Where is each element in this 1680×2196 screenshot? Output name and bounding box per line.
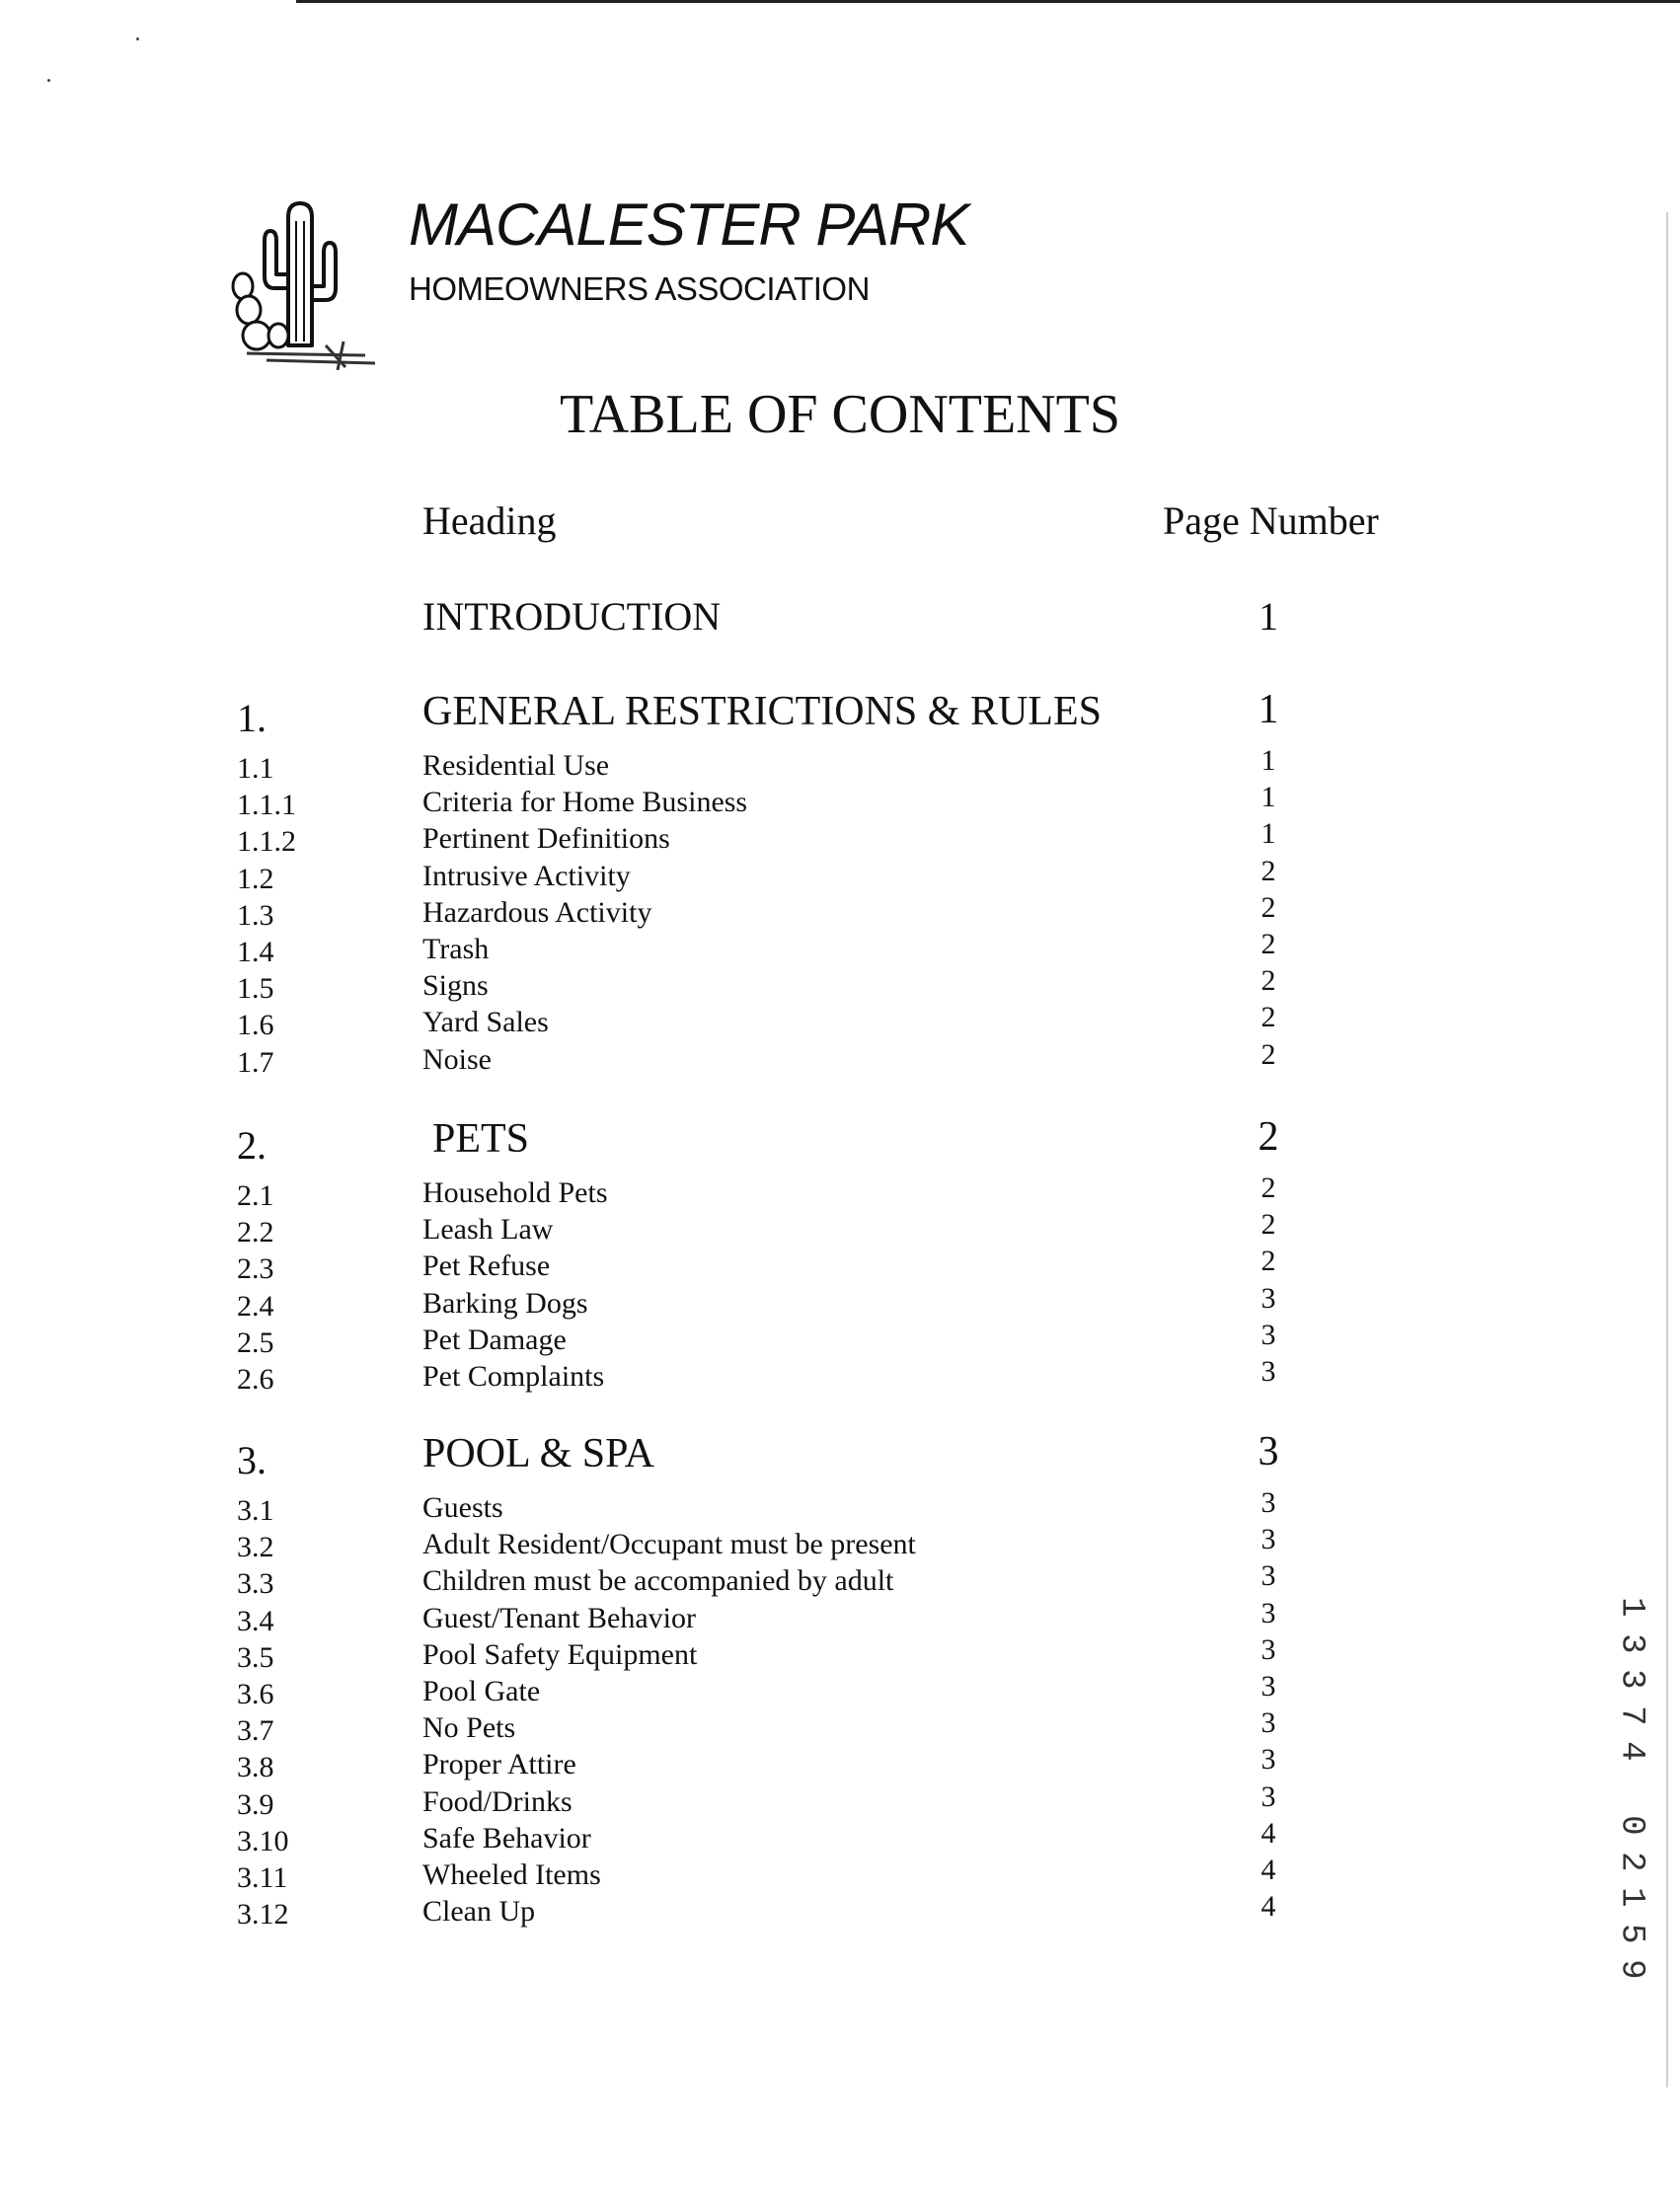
toc-entry bbox=[0, 1855, 1382, 1892]
entry-title: Adult Resident/Occupant must be present bbox=[422, 1528, 916, 1561]
entry-number: 3.7 bbox=[237, 1714, 274, 1748]
entry-page: 3 bbox=[1260, 1281, 1276, 1315]
stamp-character: 2 bbox=[1612, 1851, 1650, 1872]
toc-entry bbox=[0, 1782, 1382, 1819]
entry-title: Pertinent Definitions bbox=[422, 822, 670, 856]
entry-number: 1.1.1 bbox=[237, 789, 296, 822]
section-number: 3. bbox=[237, 1438, 267, 1482]
entry-title: Noise bbox=[422, 1042, 492, 1076]
entry-number: 2.5 bbox=[237, 1325, 274, 1359]
entry-title: Wheeled Items bbox=[422, 1857, 601, 1891]
introduction-entry bbox=[0, 594, 1382, 646]
entry-title: Leash Law bbox=[422, 1213, 554, 1247]
toc-entry bbox=[0, 854, 1382, 895]
section-heading-row bbox=[0, 687, 1382, 746]
entry-page: 3 bbox=[1260, 1706, 1276, 1740]
entry-page: 2 bbox=[1260, 1172, 1276, 1204]
toc-section bbox=[0, 1114, 1382, 1396]
section-title: PETS bbox=[432, 1116, 530, 1162]
entry-number: 1.2 bbox=[237, 862, 274, 895]
entry-title: Criteria for Home Business bbox=[422, 786, 748, 819]
entry-title: Pool Safety Equipment bbox=[422, 1637, 698, 1671]
entry-title: Pet Complaints bbox=[422, 1359, 605, 1393]
stamp-character: 9 bbox=[1612, 1959, 1650, 1980]
toc-entry bbox=[0, 1892, 1382, 1929]
entry-page: 3 bbox=[1260, 1486, 1276, 1519]
entry-page: 2 bbox=[1260, 854, 1276, 887]
stamp-character: 5 bbox=[1612, 1923, 1650, 1944]
entry-page: 3 bbox=[1260, 1780, 1276, 1813]
entry-number: 2.2 bbox=[237, 1216, 274, 1249]
toc-section bbox=[0, 1429, 1382, 1931]
stamp-character: 0 bbox=[1612, 1815, 1650, 1836]
entry-title: Intrusive Activity bbox=[422, 859, 631, 892]
entry-page: 1 bbox=[1260, 744, 1276, 777]
entry-title: Pet Damage bbox=[422, 1323, 567, 1356]
toc-entry bbox=[0, 817, 1382, 859]
scan-right-edge bbox=[1666, 212, 1668, 2087]
toc-entry bbox=[0, 746, 1382, 783]
entry-number: 3.3 bbox=[237, 1567, 274, 1601]
section-number: 2. bbox=[237, 1123, 267, 1168]
entry-title: Safe Behavior bbox=[422, 1821, 591, 1855]
stamp-character: 1 bbox=[1612, 1887, 1650, 1908]
entry-number: 2.3 bbox=[237, 1252, 274, 1286]
entry-title: Guest/Tenant Behavior bbox=[422, 1601, 696, 1634]
toc-entry bbox=[0, 781, 1382, 822]
entry-number: 1.6 bbox=[237, 1009, 274, 1042]
entry-page: 2 bbox=[1260, 890, 1276, 924]
entry-page: 2 bbox=[1260, 964, 1276, 998]
entry-number: 1.7 bbox=[237, 1045, 274, 1079]
section-title: GENERAL RESTRICTIONS & RULES bbox=[422, 689, 1102, 734]
entry-page: 3 bbox=[1260, 1632, 1276, 1666]
scan-top-edge bbox=[296, 0, 1680, 3]
cactus-logo-icon bbox=[227, 197, 375, 370]
page-number-column-header: Page Number bbox=[1163, 498, 1379, 543]
entry-title: Trash bbox=[422, 932, 490, 965]
entry-title: Residential Use bbox=[422, 749, 610, 782]
section-page: 1 bbox=[1258, 687, 1279, 732]
toc-entry bbox=[0, 1816, 1382, 1857]
entry-number: 2.6 bbox=[237, 1362, 274, 1396]
toc-entry bbox=[0, 1669, 1382, 1710]
entry-number: 3.11 bbox=[237, 1860, 288, 1894]
organization-name: MACALESTER PARK bbox=[409, 191, 969, 258]
entry-title: Pool Gate bbox=[422, 1674, 541, 1707]
entry-number: 3.12 bbox=[237, 1898, 289, 1931]
entry-page: 4 bbox=[1260, 1853, 1276, 1886]
stamp-character: 3 bbox=[1612, 1669, 1650, 1690]
organization-subtitle: HOMEOWNERS ASSOCIATION bbox=[409, 270, 870, 307]
entry-number: 3.2 bbox=[237, 1531, 274, 1564]
section-title: POOL & SPA bbox=[422, 1431, 654, 1477]
toc-entry bbox=[0, 1245, 1382, 1286]
entry-page: 3 bbox=[1260, 1559, 1276, 1593]
entry-page: 4 bbox=[1260, 1890, 1276, 1924]
toc-entry bbox=[0, 1318, 1382, 1359]
entry-number: 1.3 bbox=[237, 898, 274, 932]
entry-title: No Pets bbox=[422, 1711, 516, 1745]
entry-title: Clean Up bbox=[422, 1895, 536, 1929]
page-title: TABLE OF CONTENTS bbox=[560, 384, 1120, 445]
entry-title: Hazardous Activity bbox=[422, 895, 652, 929]
entry-number: 1.4 bbox=[237, 935, 274, 968]
entry-title: Household Pets bbox=[422, 1176, 608, 1209]
entry-number: 3.6 bbox=[237, 1677, 274, 1710]
section-page: 2 bbox=[1258, 1114, 1279, 1160]
toc-section bbox=[0, 687, 1382, 1079]
entry-number: 1.5 bbox=[237, 972, 274, 1006]
entry-page: 3 bbox=[1260, 1743, 1276, 1777]
entry-title: Guests bbox=[422, 1491, 503, 1524]
toc-entry bbox=[0, 1354, 1382, 1396]
entry-title: Barking Dogs bbox=[422, 1286, 588, 1320]
entry-page: 2 bbox=[1260, 927, 1276, 960]
section-page: 3 bbox=[1258, 1429, 1279, 1475]
entry-title: Proper Attire bbox=[422, 1748, 576, 1781]
stamp-character: 1 bbox=[1612, 1597, 1650, 1618]
section-heading-row bbox=[0, 1429, 1382, 1488]
entry-page: 4 bbox=[1260, 1816, 1276, 1850]
toc-entry bbox=[0, 1281, 1382, 1323]
entry-title: Pet Refuse bbox=[422, 1249, 551, 1283]
toc-entry bbox=[0, 1559, 1382, 1601]
entry-number: 1.1 bbox=[237, 752, 274, 785]
heading-column-header: Heading bbox=[422, 498, 557, 543]
entry-number: 3.4 bbox=[237, 1604, 274, 1637]
entry-title: Children must be accompanied by adult bbox=[422, 1564, 894, 1598]
entry-page: 1 bbox=[1260, 817, 1276, 851]
section-heading-row bbox=[0, 1114, 1382, 1174]
entry-title: Food/Drinks bbox=[422, 1784, 573, 1818]
introduction-page: 1 bbox=[1259, 594, 1278, 639]
entry-page: 3 bbox=[1260, 1523, 1276, 1556]
entry-page: 2 bbox=[1260, 1245, 1276, 1278]
toc-entry bbox=[0, 1174, 1382, 1210]
toc-entry bbox=[0, 927, 1382, 968]
entry-number: 2.4 bbox=[237, 1289, 274, 1323]
entry-number: 3.8 bbox=[237, 1751, 274, 1784]
toc-entry bbox=[0, 1210, 1382, 1247]
toc-entry bbox=[0, 1596, 1382, 1637]
scan-speck bbox=[47, 79, 50, 82]
entry-page: 3 bbox=[1260, 1354, 1276, 1388]
toc-entry bbox=[0, 1001, 1382, 1042]
entry-page: 2 bbox=[1260, 1001, 1276, 1034]
toc-entry bbox=[0, 1706, 1382, 1748]
toc-entry bbox=[0, 964, 1382, 1006]
entry-number: 3.1 bbox=[237, 1494, 274, 1527]
scan-speck bbox=[136, 38, 139, 40]
entry-page: 3 bbox=[1260, 1669, 1276, 1703]
stamp-character bbox=[1612, 1769, 1649, 1808]
toc-entry bbox=[0, 1037, 1382, 1079]
toc-entry bbox=[0, 1523, 1382, 1564]
introduction-label: INTRODUCTION bbox=[422, 594, 722, 639]
entry-number: 3.10 bbox=[237, 1824, 289, 1857]
entry-title: Signs bbox=[422, 969, 489, 1003]
section-number: 1. bbox=[237, 696, 267, 740]
stamp-character: 3 bbox=[1612, 1632, 1650, 1654]
stamp-character: 7 bbox=[1612, 1704, 1650, 1726]
entry-number: 2.1 bbox=[237, 1179, 274, 1212]
entry-page: 1 bbox=[1260, 781, 1276, 814]
toc-entry bbox=[0, 890, 1382, 932]
entry-page: 2 bbox=[1260, 1208, 1276, 1242]
document-code-stamp bbox=[1611, 1589, 1650, 1988]
toc-entry bbox=[0, 1743, 1382, 1784]
stamp-character: 4 bbox=[1612, 1741, 1650, 1762]
toc-entry bbox=[0, 1488, 1382, 1525]
entry-page: 2 bbox=[1260, 1037, 1276, 1071]
entry-page: 3 bbox=[1260, 1318, 1276, 1351]
entry-page: 3 bbox=[1260, 1596, 1276, 1629]
entry-number: 3.5 bbox=[237, 1640, 274, 1674]
toc-entry bbox=[0, 1632, 1382, 1674]
entry-number: 3.9 bbox=[237, 1787, 274, 1821]
entry-number: 1.1.2 bbox=[237, 825, 296, 859]
entry-title: Yard Sales bbox=[422, 1006, 549, 1039]
